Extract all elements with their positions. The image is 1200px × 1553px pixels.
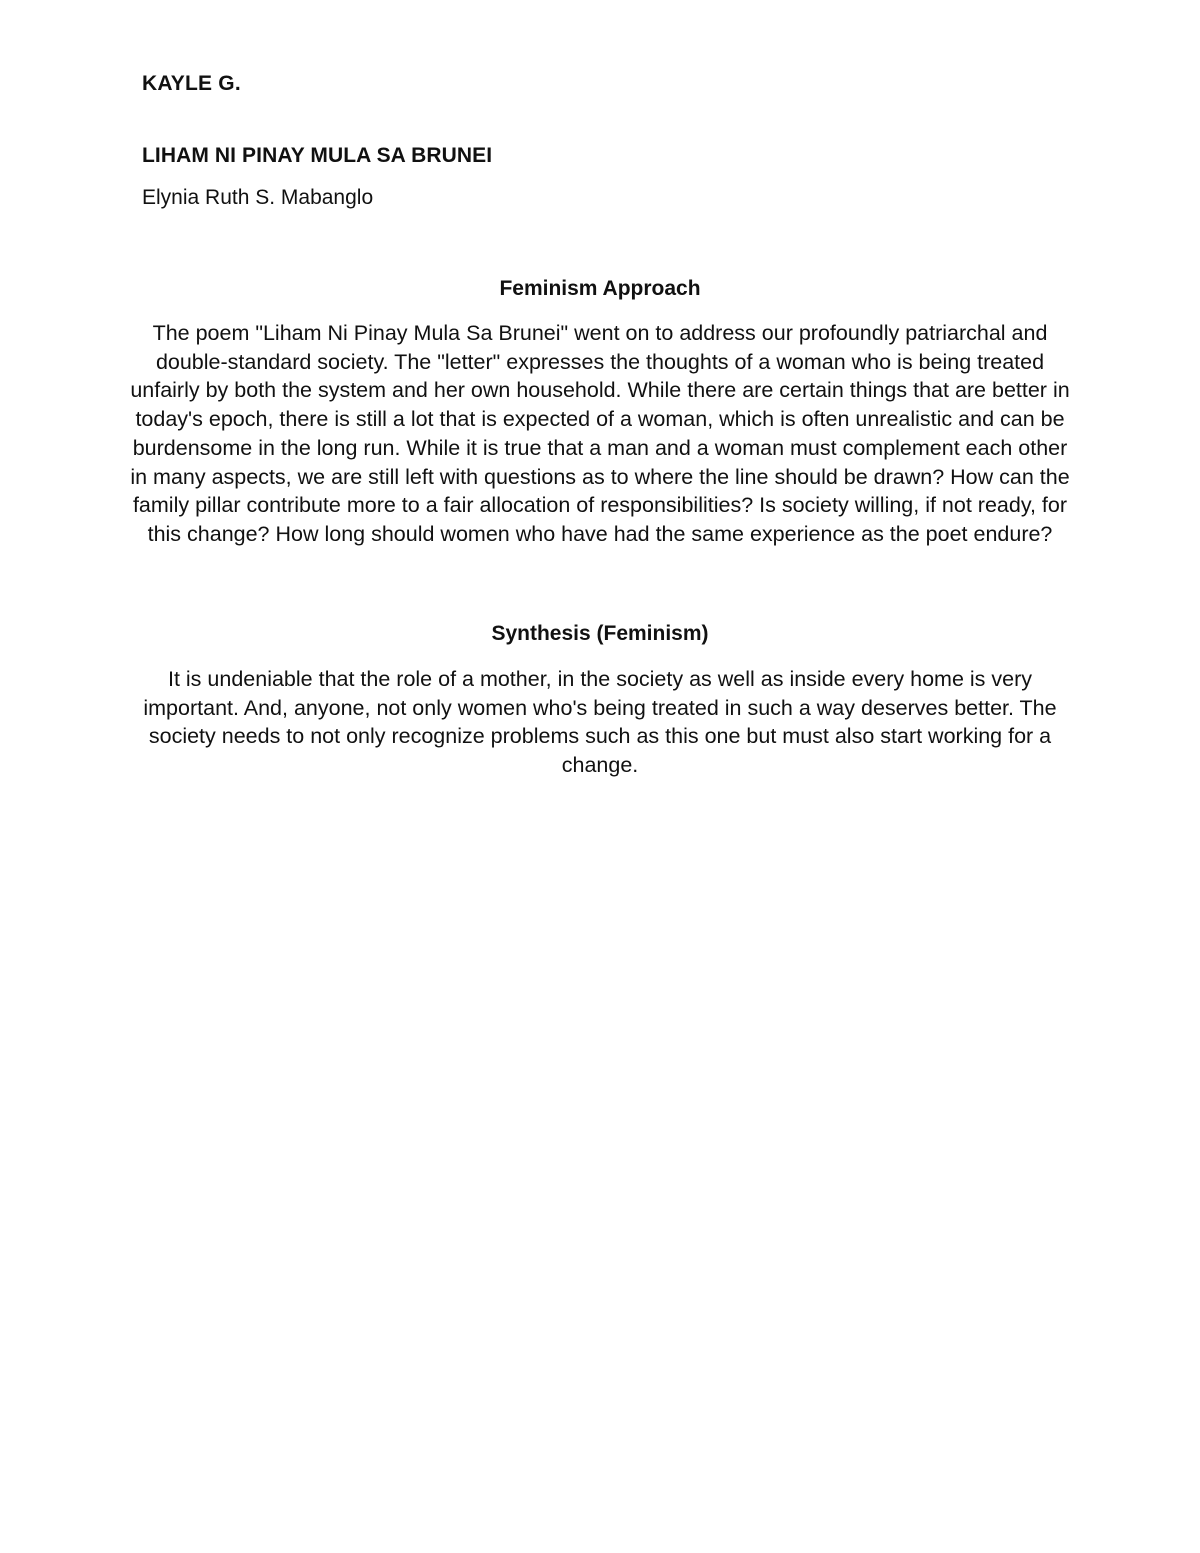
poet-name: Elynia Ruth S. Mabanglo [142, 186, 374, 209]
synthesis-section [130, 620, 1070, 780]
section-body-synthesis: It is undeniable that the role of a mother, in the society as well as inside every home is very important. And, anyone, not only women who's being treated in such a way deserves better. The society needs to not only recognize problems such as this one but must also start working for a change. [143, 667, 1057, 778]
poem-title: LIHAM NI PINAY MULA SA BRUNEI [142, 144, 493, 167]
section-heading-feminism-approach: Feminism Approach [499, 277, 701, 300]
section-body-feminism-approach: The poem "Liham Ni Pinay Mula Sa Brunei" went on to address our profoundly patriarchal and double-standard society. The "letter" expresses the thoughts of a woman who is being treated unfairly by both the system and her own household. While there are certain things that are better in today's epoch, there is still a lot that is expected of a woman, which is often unrealistic and can be burdensome in the long run. While it is true that a man and a woman must complement each other in many aspects, we are still left with questions as to where the line should be drawn? How can the family pillar contribute more to a fair allocation of responsibilities? Is society willing, if not ready, for this change? How long should women who have had the same experience as the poet endure? [130, 321, 1070, 546]
feminism-approach-section [130, 275, 1070, 549]
section-heading-synthesis: Synthesis (Feminism) [491, 622, 709, 645]
author-name: KAYLE G. [142, 72, 241, 95]
